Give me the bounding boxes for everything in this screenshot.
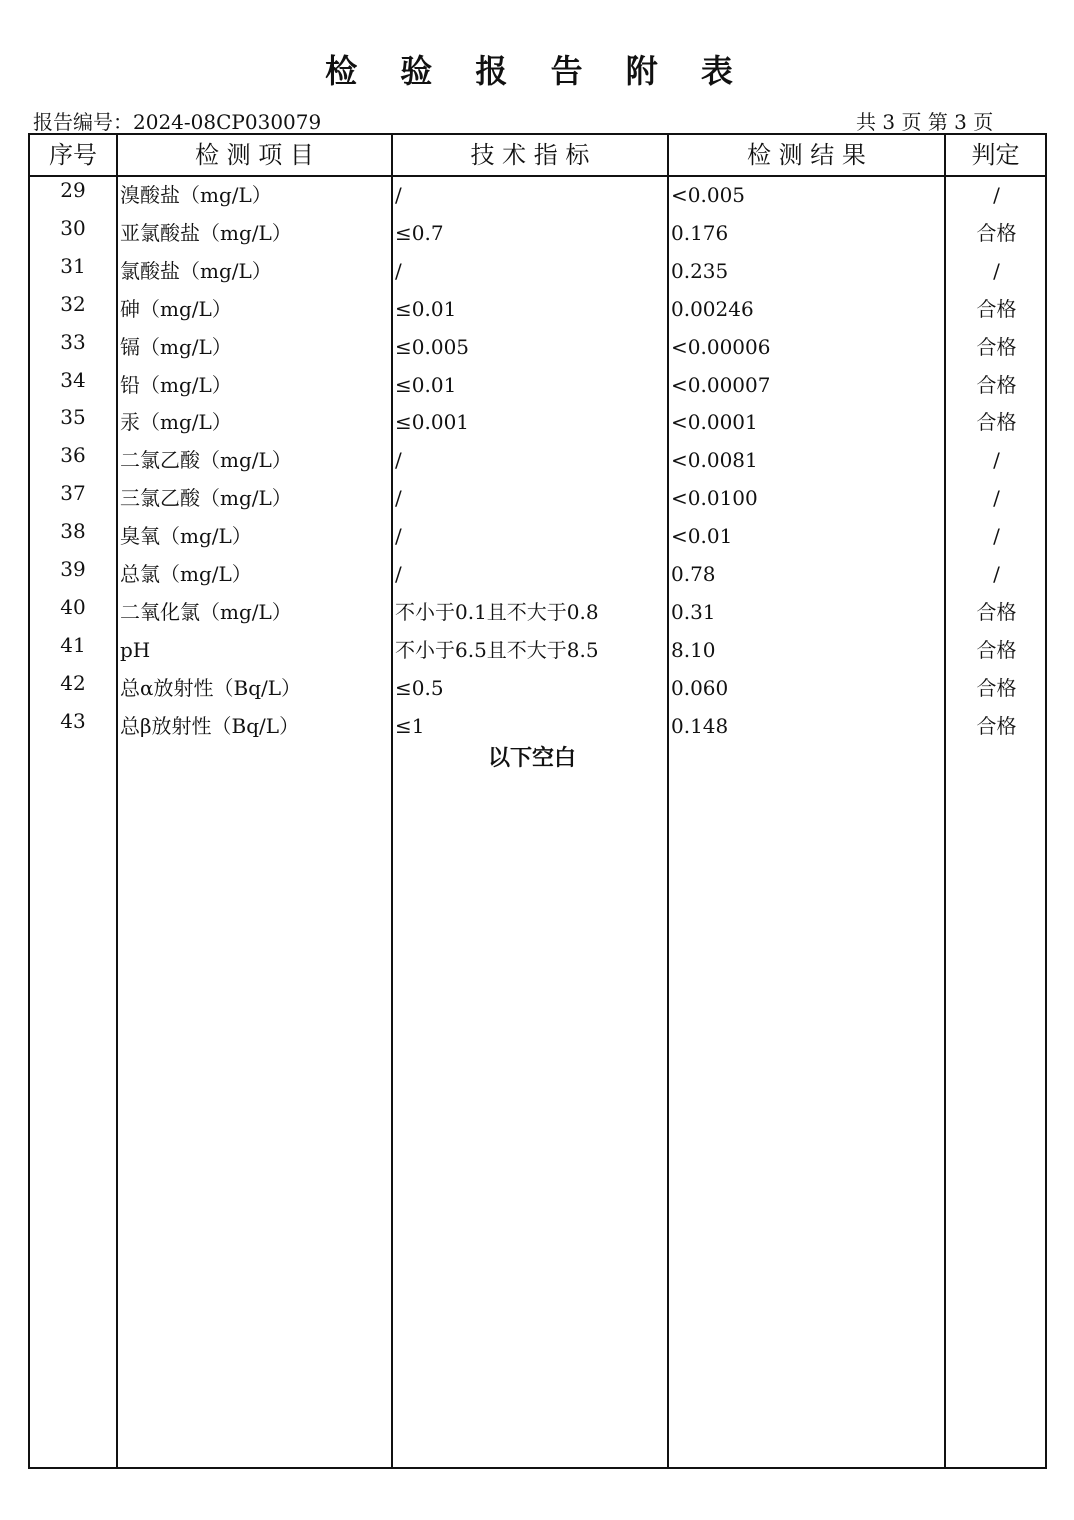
row-number: 31: [60, 253, 86, 278]
table-row: [30, 631, 1045, 669]
row-item: 三氯乙酸（mg/L）: [120, 486, 292, 511]
row-number: 39: [60, 557, 86, 581]
row-result: 0.235: [671, 258, 729, 283]
page-indicator: [856, 106, 993, 135]
row-judgement: 合格: [976, 713, 1017, 738]
row-judgement: 合格: [976, 599, 1017, 624]
row-judgement: 合格: [976, 637, 1017, 662]
row-number: 34: [60, 367, 86, 392]
row-standard: ≤0.7: [395, 220, 444, 245]
header-no: 序号: [49, 141, 97, 169]
row-number: 37: [60, 481, 86, 506]
row-result: <0.0001: [671, 410, 758, 435]
row-item: 砷（mg/L）: [120, 296, 232, 321]
table-row: [30, 176, 1045, 214]
row-judgement: /: [993, 486, 1000, 511]
row-standard: ≤0.5: [395, 675, 444, 700]
row-result: 0.148: [671, 713, 729, 738]
row-number: 42: [60, 670, 86, 695]
row-number: 36: [60, 443, 86, 468]
row-item: 二氧化氯（mg/L）: [120, 599, 292, 624]
row-judgement: /: [993, 258, 1000, 283]
row-number: 32: [60, 291, 86, 316]
results-table: [28, 133, 1047, 1469]
row-judgement: 合格: [976, 220, 1017, 245]
row-result: 0.31: [671, 599, 716, 624]
row-judgement: 合格: [976, 675, 1017, 700]
report-number: 报告编号：2024-08CP030079: [33, 110, 322, 134]
row-result: <0.01: [671, 524, 733, 549]
table-row: [30, 403, 1045, 441]
row-item: 氯酸盐（mg/L）: [120, 258, 272, 283]
row-item: 镉（mg/L）: [120, 334, 232, 359]
row-result: 0.176: [671, 220, 729, 245]
row-standard: /: [395, 258, 402, 283]
row-judgement: /: [993, 562, 1000, 586]
row-judgement: /: [993, 183, 1000, 207]
row-number: 40: [60, 594, 86, 619]
table-row: [30, 517, 1045, 555]
table-row: [30, 290, 1045, 328]
row-item: 铅（mg/L）: [120, 372, 232, 397]
row-standard: /: [395, 486, 402, 511]
row-item: pH: [120, 637, 151, 662]
row-item: 溴酸盐（mg/L）: [120, 183, 272, 207]
row-standard: /: [395, 183, 402, 207]
row-number: 33: [60, 329, 86, 354]
row-standard: ≤1: [395, 713, 425, 738]
row-standard: 不小于0.1且不大于0.8: [395, 599, 599, 624]
row-item: 总氯（mg/L）: [120, 562, 252, 586]
row-number: 43: [60, 708, 86, 733]
row-number: 30: [60, 215, 86, 240]
row-judgement: 合格: [976, 372, 1017, 397]
row-judgement: 合格: [976, 410, 1017, 435]
table-row: [30, 366, 1045, 404]
header-judgement: 判定: [971, 141, 1020, 169]
table-row: [30, 593, 1045, 631]
row-standard: ≤0.01: [395, 372, 457, 397]
blank-note: 以下空白: [487, 746, 576, 771]
row-result: 0.78: [671, 562, 716, 586]
row-standard: /: [395, 448, 402, 473]
row-result: <0.0081: [671, 448, 758, 473]
row-number: 29: [60, 178, 86, 202]
row-judgement: /: [993, 524, 1000, 549]
row-standard: ≤0.001: [395, 410, 470, 435]
row-item: 臭氧（mg/L）: [120, 524, 252, 549]
row-number: 35: [60, 405, 86, 430]
table-row: [30, 669, 1045, 707]
row-item: 总β放射性（Bq/L）: [120, 713, 300, 738]
row-result: <0.0100: [671, 486, 758, 511]
row-item: 二氯乙酸（mg/L）: [120, 448, 292, 473]
row-result: <0.005: [671, 183, 746, 207]
row-standard: 不小于6.5且不大于8.5: [395, 637, 599, 662]
row-standard: /: [395, 562, 402, 586]
report-title: 检 验 报 告 附 表: [325, 52, 749, 90]
table-row: [30, 479, 1045, 517]
table-row: [30, 252, 1045, 290]
table-row: [30, 328, 1045, 366]
row-result: <0.00007: [671, 372, 771, 397]
row-standard: ≤0.01: [395, 296, 457, 321]
row-result: 0.060: [671, 675, 729, 700]
header-standard: 技 术 指 标: [470, 141, 590, 169]
row-result: 8.10: [671, 637, 716, 662]
row-standard: ≤0.005: [395, 334, 470, 359]
row-standard: /: [395, 524, 402, 549]
header-result: 检 测 结 果: [747, 141, 866, 169]
page-current: 第 3 页: [927, 110, 994, 134]
header-item: 检 测 项 目: [195, 141, 314, 169]
row-judgement: /: [993, 448, 1000, 473]
row-number: 41: [60, 632, 86, 657]
table-row: [30, 214, 1045, 252]
row-judgement: 合格: [976, 296, 1017, 321]
row-judgement: 合格: [976, 334, 1017, 359]
table-row: [30, 707, 1045, 745]
row-item: 总α放射性（Bq/L）: [120, 675, 302, 700]
row-number: 38: [60, 519, 86, 544]
table-row: [30, 441, 1045, 479]
row-result: <0.00006: [671, 334, 771, 359]
table-row: [30, 555, 1045, 593]
row-result: 0.00246: [671, 296, 754, 321]
page-total: 共 3 页: [856, 110, 922, 134]
row-item: 汞（mg/L）: [120, 410, 232, 435]
row-item: 亚氯酸盐（mg/L）: [120, 220, 292, 245]
